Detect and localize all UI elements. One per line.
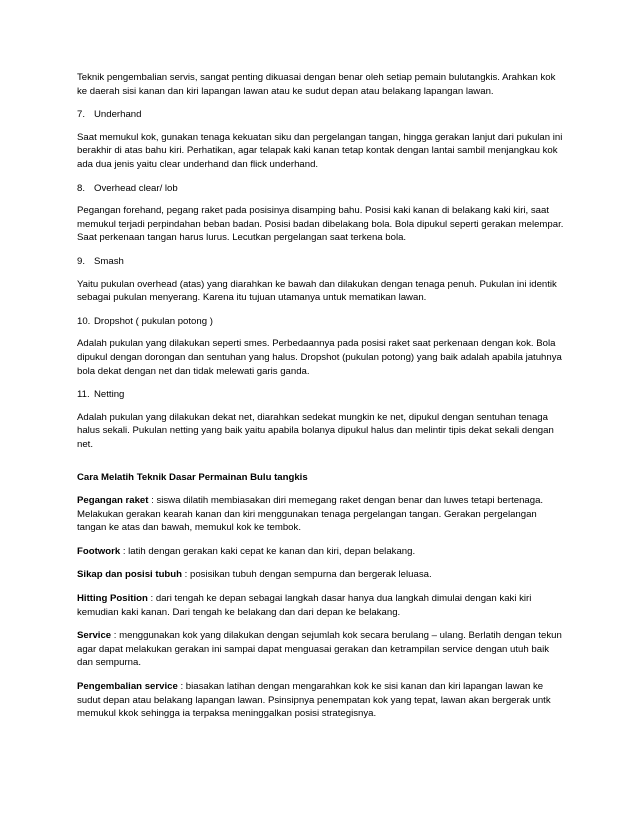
section-number: 10. (77, 315, 91, 327)
section-title: Dropshot ( pukulan potong ) (94, 315, 213, 327)
section-title: Smash (94, 255, 124, 267)
training-text: : biasakan latihan dengan mengarahkan kok ke sisi kanan dan kiri lapangan lawan ke sudut depan atau belakang lapangan lawan. Psinsipnya penempatan kok yang tepat, lawan akan bergerak untk memukul kkok sehingga ia terpaksa meninggalkan posisi strategisnya. (77, 681, 551, 720)
section-underhand (77, 108, 565, 171)
section-heading (77, 388, 565, 402)
training-item-service (77, 629, 565, 670)
document-page (77, 71, 565, 731)
section-smash (77, 255, 565, 305)
training-term: Footwork (77, 545, 121, 557)
training-text: : latih dengan gerakan kaki cepat ke kanan dan kiri, depan belakang. (120, 545, 416, 557)
training-item-grip (77, 494, 565, 535)
training-item-footwork (77, 545, 565, 559)
training-item-hitting-position (77, 592, 565, 619)
training-text: : menggunakan kok yang dilakukan dengan sejumlah kok secara berulang – ulang. Berlatih dengan tekun agar dapat melakukan gerakan ini sampai dapat menguasai gerakan dan ketrampilan service dengan utuh baik dan sempurna. (77, 630, 562, 669)
section-body: Saat memukul kok, gunakan tenaga kekuatan siku dan pergelangan tangan, hingga gerakan lanjut dari pukulan ini berakhir di atas bahu kiri. Perhatikan, agar telapak kaki kanan tetap kontak dengan lantai sambil menjangkau kok ada dua jenis yaitu clear underhand dan flick underhand. (77, 131, 563, 170)
section-heading (77, 255, 565, 269)
section-netting (77, 388, 565, 451)
training-item-service-return (77, 680, 565, 721)
section-heading (77, 108, 565, 122)
training-heading: Cara Melatih Teknik Dasar Permainan Bulu tangkis (77, 472, 308, 484)
section-overhead-clear (77, 182, 565, 245)
training-term: Hitting Position (77, 593, 148, 605)
section-heading (77, 182, 565, 196)
training-term: Sikap dan posisi tubuh (77, 569, 183, 581)
section-dropshot (77, 315, 565, 378)
section-body: Adalah pukulan yang dilakukan seperti smes. Perbedaannya pada posisi raket saat perkenaan dengan kok. Bola dipukul dengan dorongan dan sentuhan yang halus. Dropshot (pukulan potong) yang baik adalah apabila jatuhnya bola dekat dengan net dan tidak melewati garis ganda. (77, 338, 562, 377)
section-body: Adalah pukulan yang dilakukan dekat net, diarahkan sedekat mungkin ke net, dipukul dengan sentuhan tenaga halus sekali. Pukulan netting yang baik yaitu apabila bolanya dipukul halus dan melintir tipis dekat sekali dengan net. (77, 411, 554, 450)
section-body: Pegangan forehand, pegang raket pada posisinya disamping bahu. Posisi kaki kanan di belakang kaki kiri, saat memukul terjadi perpindahan beban badan. Posisi badan dibelakang bola. Bola dipukul seperti gerakan melempar. Saat perkenaan tangan harus lurus. Lecutkan pergelangan saat terkena bola. (77, 205, 564, 244)
section-number: 11. (77, 389, 90, 401)
training-text: : dari tengah ke depan sebagai langkah dasar hanya dua langkah dimulai dengan kaki kiri kemudian kaki kanan. Dari tengah ke belakang dan dari depan ke belakang. (77, 593, 532, 618)
section-number: 7. (77, 109, 86, 121)
training-term: Service (77, 630, 112, 642)
training-text: : siswa dilatih membiasakan diri memegang raket dengan benar dan luwes tetapi bertenaga. Melakukan gerakan kearah kanan dan kiri menggunakan tenaga pergelangan tangan. Gerakan pergelangan tangan ke atas dan bawah, memukul kok ke tembok. (77, 495, 544, 534)
training-term: Pegangan raket (77, 495, 149, 507)
training-text: : posisikan tubuh dengan sempurna dan bergerak leluasa. (182, 569, 432, 581)
section-heading (77, 315, 565, 329)
section-number: 9. (77, 255, 86, 267)
intro-paragraph: Teknik pengembalian servis, sangat penting dikuasai dengan benar oleh setiap pemain bulutangkis. Arahkan kok ke daerah sisi kanan dan kiri lapangan lawan atau ke sudut depan atau belakang lapangan lawan. (77, 72, 556, 97)
training-term: Pengembalian service (77, 681, 178, 692)
section-title: Netting (94, 389, 125, 401)
section-title: Underhand (94, 109, 142, 121)
section-title: Overhead clear/ lob (94, 182, 178, 194)
training-item-posture (77, 568, 565, 582)
section-number: 8. (77, 182, 86, 194)
section-body: Yaitu pukulan overhead (atas) yang diarahkan ke bawah dan dilakukan dengan tenaga penuh. Pukulan ini identik sebagai pukulan menyerang. Karena itu tujuan utamanya untuk mematikan lawan. (77, 278, 557, 304)
